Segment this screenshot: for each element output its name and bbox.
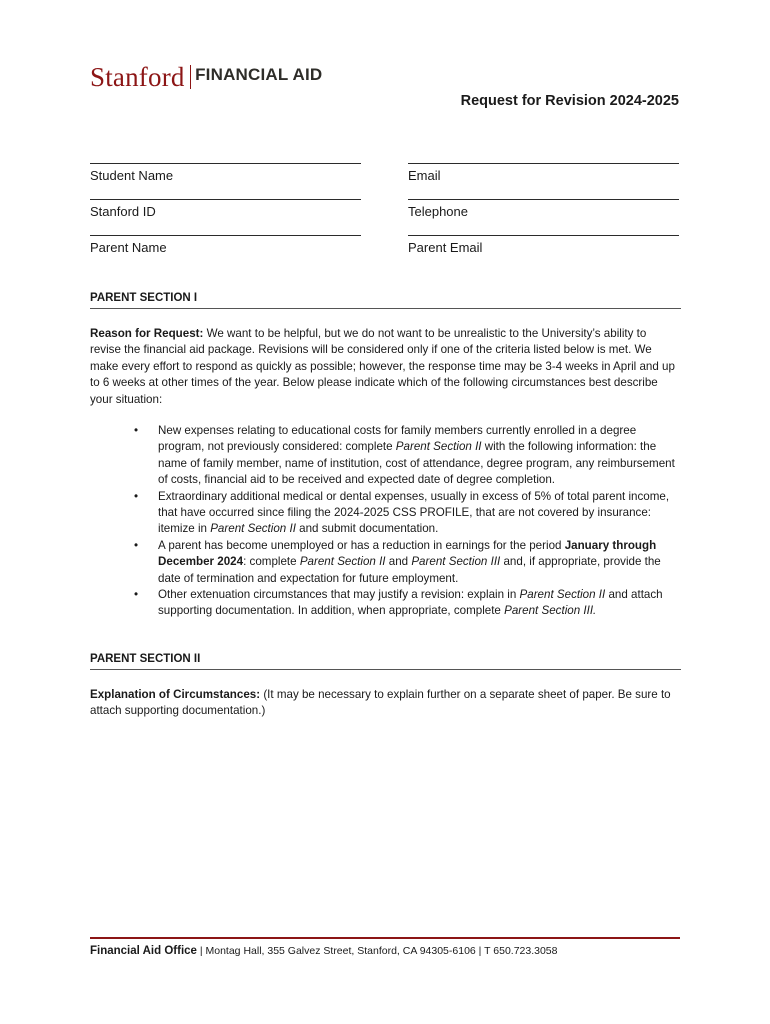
footer bbox=[90, 945, 558, 957]
list-item bbox=[130, 423, 680, 489]
criterion-1-ref: Parent Section II bbox=[395, 440, 482, 454]
email-label: Email bbox=[408, 168, 441, 183]
bullet-icon: • bbox=[134, 588, 139, 602]
criterion-2-ref: Parent Section II bbox=[210, 522, 296, 536]
criterion-3-ref-2: Parent Section III bbox=[411, 555, 501, 569]
telephone-line[interactable] bbox=[408, 199, 679, 200]
list-item bbox=[130, 489, 680, 538]
parent-name-field[interactable] bbox=[90, 235, 361, 255]
criterion-3-and: and bbox=[385, 555, 412, 569]
email-field[interactable] bbox=[408, 163, 679, 183]
student-name-field[interactable] bbox=[90, 163, 361, 183]
logo-divider bbox=[190, 65, 192, 89]
parent-email-field[interactable] bbox=[408, 235, 679, 255]
telephone-label: Telephone bbox=[408, 204, 468, 219]
explanation-paragraph bbox=[90, 687, 680, 720]
logo-unit-name: FINANCIAL AID bbox=[195, 65, 323, 84]
criterion-4-text-cont: and attach supporting documentation. In addition, when appropriate, complete bbox=[158, 588, 663, 618]
section-2-rule bbox=[90, 669, 681, 670]
criterion-3-text: A parent has become unemployed or has a reduction in earnings for the period bbox=[158, 538, 565, 552]
criterion-3-period: January through December 2024 bbox=[158, 538, 657, 569]
reason-paragraph bbox=[90, 326, 680, 408]
criteria-list bbox=[130, 423, 680, 620]
explanation-label: Explanation of Circumstances: bbox=[90, 688, 261, 701]
reason-label: Reason for Request: bbox=[90, 327, 204, 340]
student-name-line[interactable] bbox=[90, 163, 361, 164]
footer-rule bbox=[90, 937, 680, 939]
criterion-3-text-cont: : complete bbox=[243, 555, 300, 569]
stanford-id-label: Stanford ID bbox=[90, 204, 156, 219]
section-1-heading: PARENT SECTION I bbox=[90, 292, 198, 304]
criterion-3-ref-1: Parent Section II bbox=[299, 555, 386, 569]
footer-office: Financial Aid Office bbox=[90, 945, 197, 957]
reason-text: We want to be helpful, but we do not want to be unrealistic to the University’s ability to revise the financial aid package. Revisions will be considered only if one of the criteria listed below is met. We make every effort to respond as quickly as possible; however, the response time may be 3-4 weeks in April and up to 6 weeks at other times of the year. Below please indicate which of the following circumstances best describe your situation: bbox=[90, 327, 675, 406]
telephone-field[interactable] bbox=[408, 199, 679, 219]
criterion-3-text-end: and, if appropriate, provide the date of termination and expectation for future employment. bbox=[158, 555, 661, 585]
bullet-icon: • bbox=[134, 424, 139, 437]
criterion-4-ref-2: Parent Section III. bbox=[504, 604, 597, 618]
parent-name-line[interactable] bbox=[90, 235, 361, 236]
explanation-text: (It may be necessary to explain further on a separate sheet of paper. Be sure to attach supporting documentation.) bbox=[90, 688, 671, 718]
list-item bbox=[130, 538, 680, 587]
criterion-2-text-cont: and submit documentation. bbox=[295, 522, 439, 536]
bullet-icon: • bbox=[134, 489, 139, 503]
stanford-id-field[interactable] bbox=[90, 199, 361, 219]
stanford-financial-aid-logo bbox=[90, 64, 322, 91]
section-1-rule bbox=[90, 308, 681, 309]
parent-email-label: Parent Email bbox=[408, 240, 483, 255]
footer-address: | Montag Hall, 355 Galvez Street, Stanford, CA 94305-6106 | T 650.723.3058 bbox=[196, 945, 558, 957]
criterion-4-ref-1: Parent Section II bbox=[519, 588, 606, 602]
criterion-1-text: New expenses relating to educational costs for family members currently enrolled in a degree program, not previously considered: complete bbox=[158, 424, 637, 454]
parent-name-label: Parent Name bbox=[90, 240, 167, 255]
stanford-id-line[interactable] bbox=[90, 199, 361, 200]
criterion-4-text: Other extenuation circumstances that may justify a revision: explain in bbox=[158, 588, 520, 602]
criterion-2-text: Extraordinary additional medical or dental expenses, usually in excess of 5% of total parent income, that have occurred since filing the 2024-2025 CSS PROFILE, that are not covered by insurance: itemize in bbox=[158, 489, 670, 536]
logo-wordmark: Stanford bbox=[90, 62, 185, 92]
email-line[interactable] bbox=[408, 163, 679, 164]
criterion-1-text-cont: with the following information: the name of family member, name of institution, cost of attendance, degree program, any reimbursement of costs, financial aid to be received and expected date of degree completion. bbox=[158, 440, 675, 487]
section-2-heading: PARENT SECTION II bbox=[90, 653, 201, 665]
parent-email-line[interactable] bbox=[408, 235, 679, 236]
page-title: Request for Revision 2024-2025 bbox=[460, 93, 679, 109]
bullet-icon: • bbox=[134, 538, 139, 552]
list-item bbox=[130, 587, 680, 620]
student-name-label: Student Name bbox=[90, 168, 174, 183]
